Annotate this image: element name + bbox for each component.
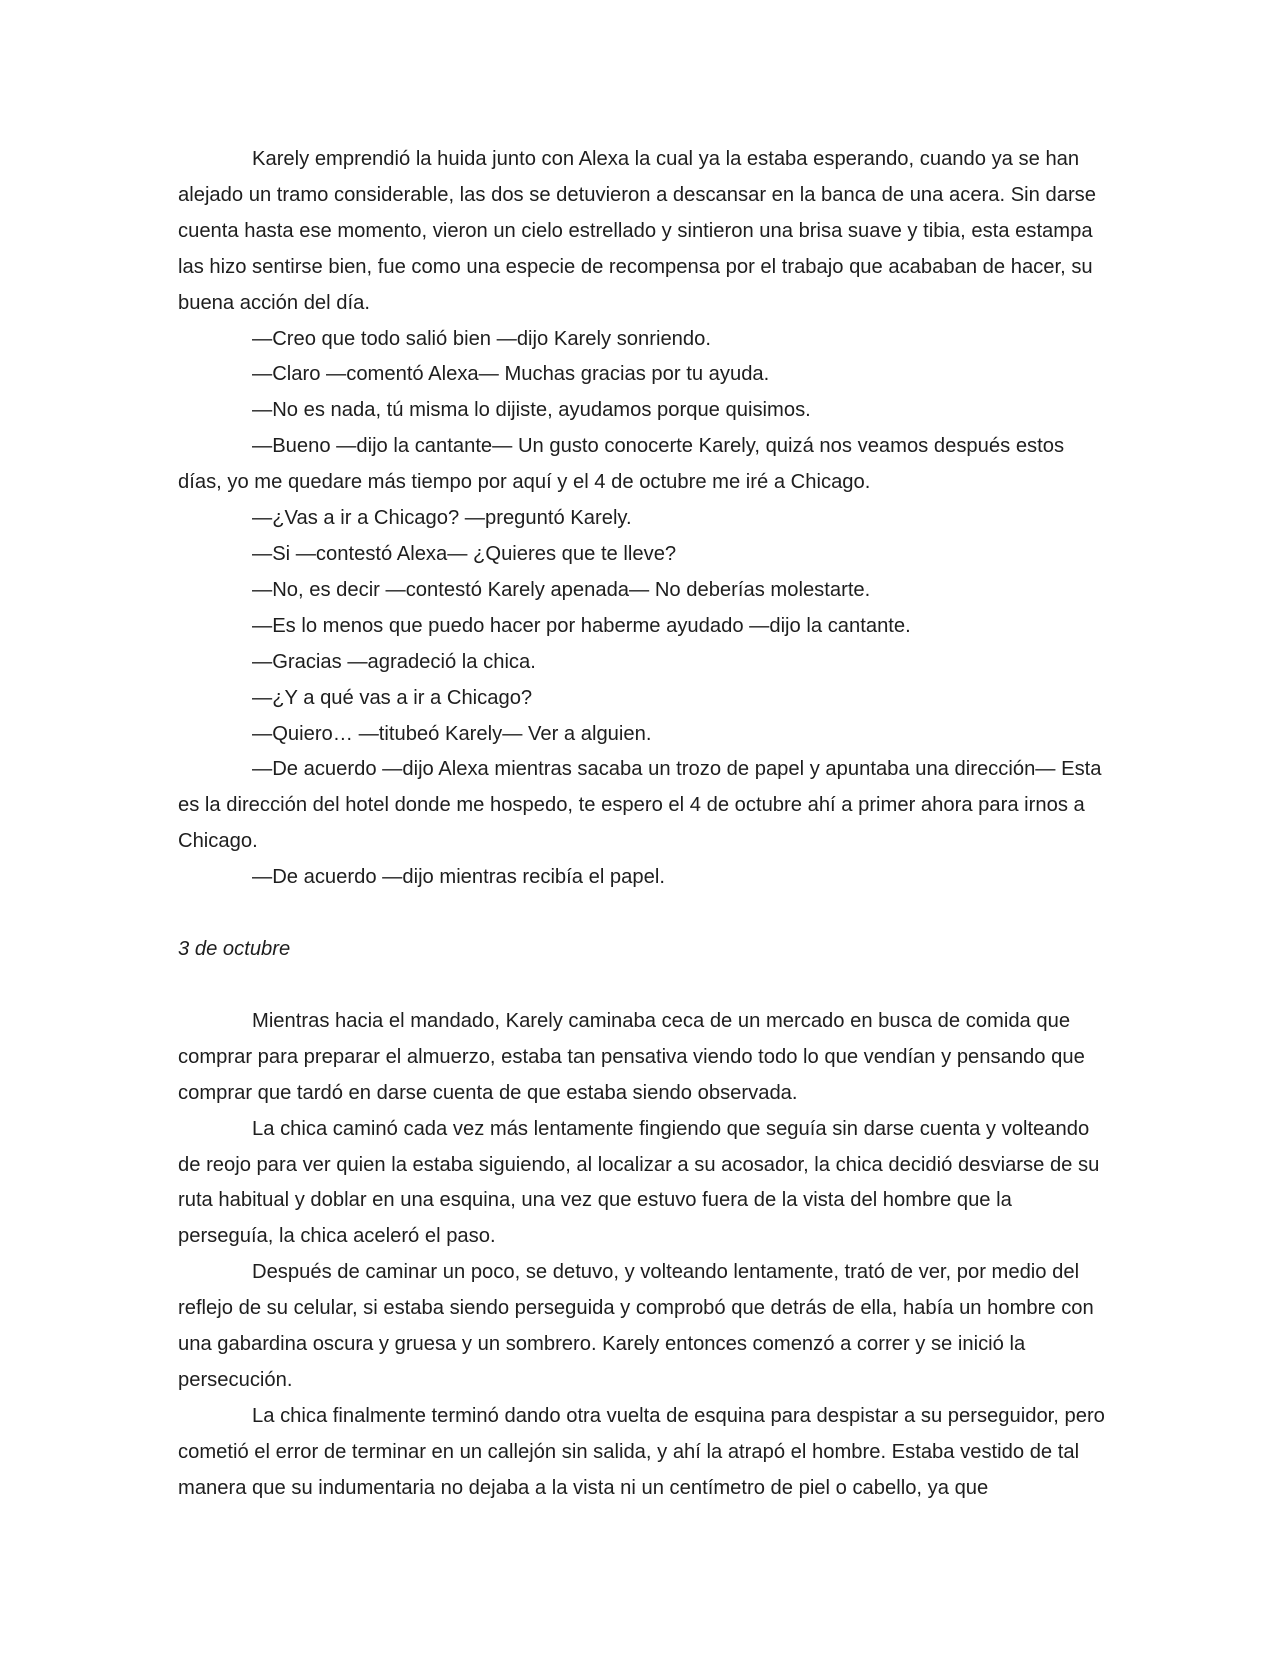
dialogue-line: —De acuerdo —dijo mientras recibía el papel. [252, 866, 665, 889]
dialogue-line: —Gracias —agradeció la chica. [252, 650, 536, 673]
document-body [178, 142, 1112, 1507]
dialogue-line: —¿Y a qué vas a ir a Chicago? [252, 686, 533, 709]
paragraph: Después de caminar un poco, se detuvo, y volteando lentamente, trató de ver, por medio del reflejo de su celular, si estaba siendo perseguida y comprobó que detrás de ella, había un hombre con una gabardina oscura y gruesa y un sombrero. Karely entonces comenzó a correr y se inició la persecución. [178, 1261, 1094, 1391]
dialogue-line: —Es lo menos que puedo hacer por haberme ayudado —dijo la cantante. [252, 614, 911, 637]
dialogue-line: —Bueno —dijo la cantante— Un gusto conocerte Karely, quizá nos veamos después estos días, yo me quedare más tiempo por aquí y el 4 de octubre me iré a Chicago. [178, 435, 1065, 494]
dialogue-line: —Quiero… —titubeó Karely— Ver a alguien. [252, 722, 652, 745]
paragraph: La chica finalmente terminó dando otra vuelta de esquina para despistar a su perseguidor, pero cometió el error de terminar en un callejón sin salida, y ahí la atrapó el hombre. Estaba vestido de tal manera que su indumentaria no dejaba a la vista ni un centímetro de piel o cabello, ya que [178, 1404, 1105, 1499]
dialogue-line: —Claro —comentó Alexa— Muchas gracias por tu ayuda. [252, 363, 770, 386]
paragraph: La chica caminó cada vez más lentamente fingiendo que seguía sin darse cuenta y volteando de reojo para ver quien la estaba siguiendo, al localizar a su acosador, la chica decidió desviarse de su ruta habitual y doblar en una esquina, una vez que estuvo fuera de la vista del hombre que la perseguía, la chica aceleró el paso. [178, 1117, 1100, 1248]
dialogue-line: —De acuerdo —dijo Alexa mientras sacaba un trozo de papel y apuntaba una dirección— Esta es la dirección del hotel donde me hospedo, te espero el 4 de octubre ahí a primer ahora para irnos a Chicago. [178, 758, 1102, 853]
dialogue-line: —Si —contestó Alexa— ¿Quieres que te lleve? [252, 542, 677, 565]
section-date-heading: 3 de octubre [178, 938, 291, 961]
paragraph: Karely emprendió la huida junto con Alexa la cual ya la estaba esperando, cuando ya se han alejado un tramo considerable, las dos se detuvieron a descansar en la banca de una acera. Sin darse cuenta hasta ese momento, vieron un cielo estrellado y sintieron una brisa suave y tibia, esta estampa las hizo sentirse bien, fue como una especie de recompensa por el trabajo que acababan de hacer, su buena acción del día. [178, 148, 1096, 314]
paragraph: Mientras hacia el mandado, Karely caminaba ceca de un mercado en busca de comida que comprar para preparar el almuerzo, estaba tan pensativa viendo todo lo que vendían y pensando que comprar que tardó en darse cuenta de que estaba siendo observada. [178, 1009, 1085, 1104]
dialogue-line: —¿Vas a ir a Chicago? —preguntó Karely. [252, 507, 632, 530]
dialogue-line: —Creo que todo salió bien —dijo Karely sonriendo. [252, 327, 711, 350]
dialogue-line: —No es nada, tú misma lo dijiste, ayudamos porque quisimos. [252, 399, 811, 422]
dialogue-line: —No, es decir —contestó Karely apenada— No deberías molestarte. [252, 578, 871, 601]
